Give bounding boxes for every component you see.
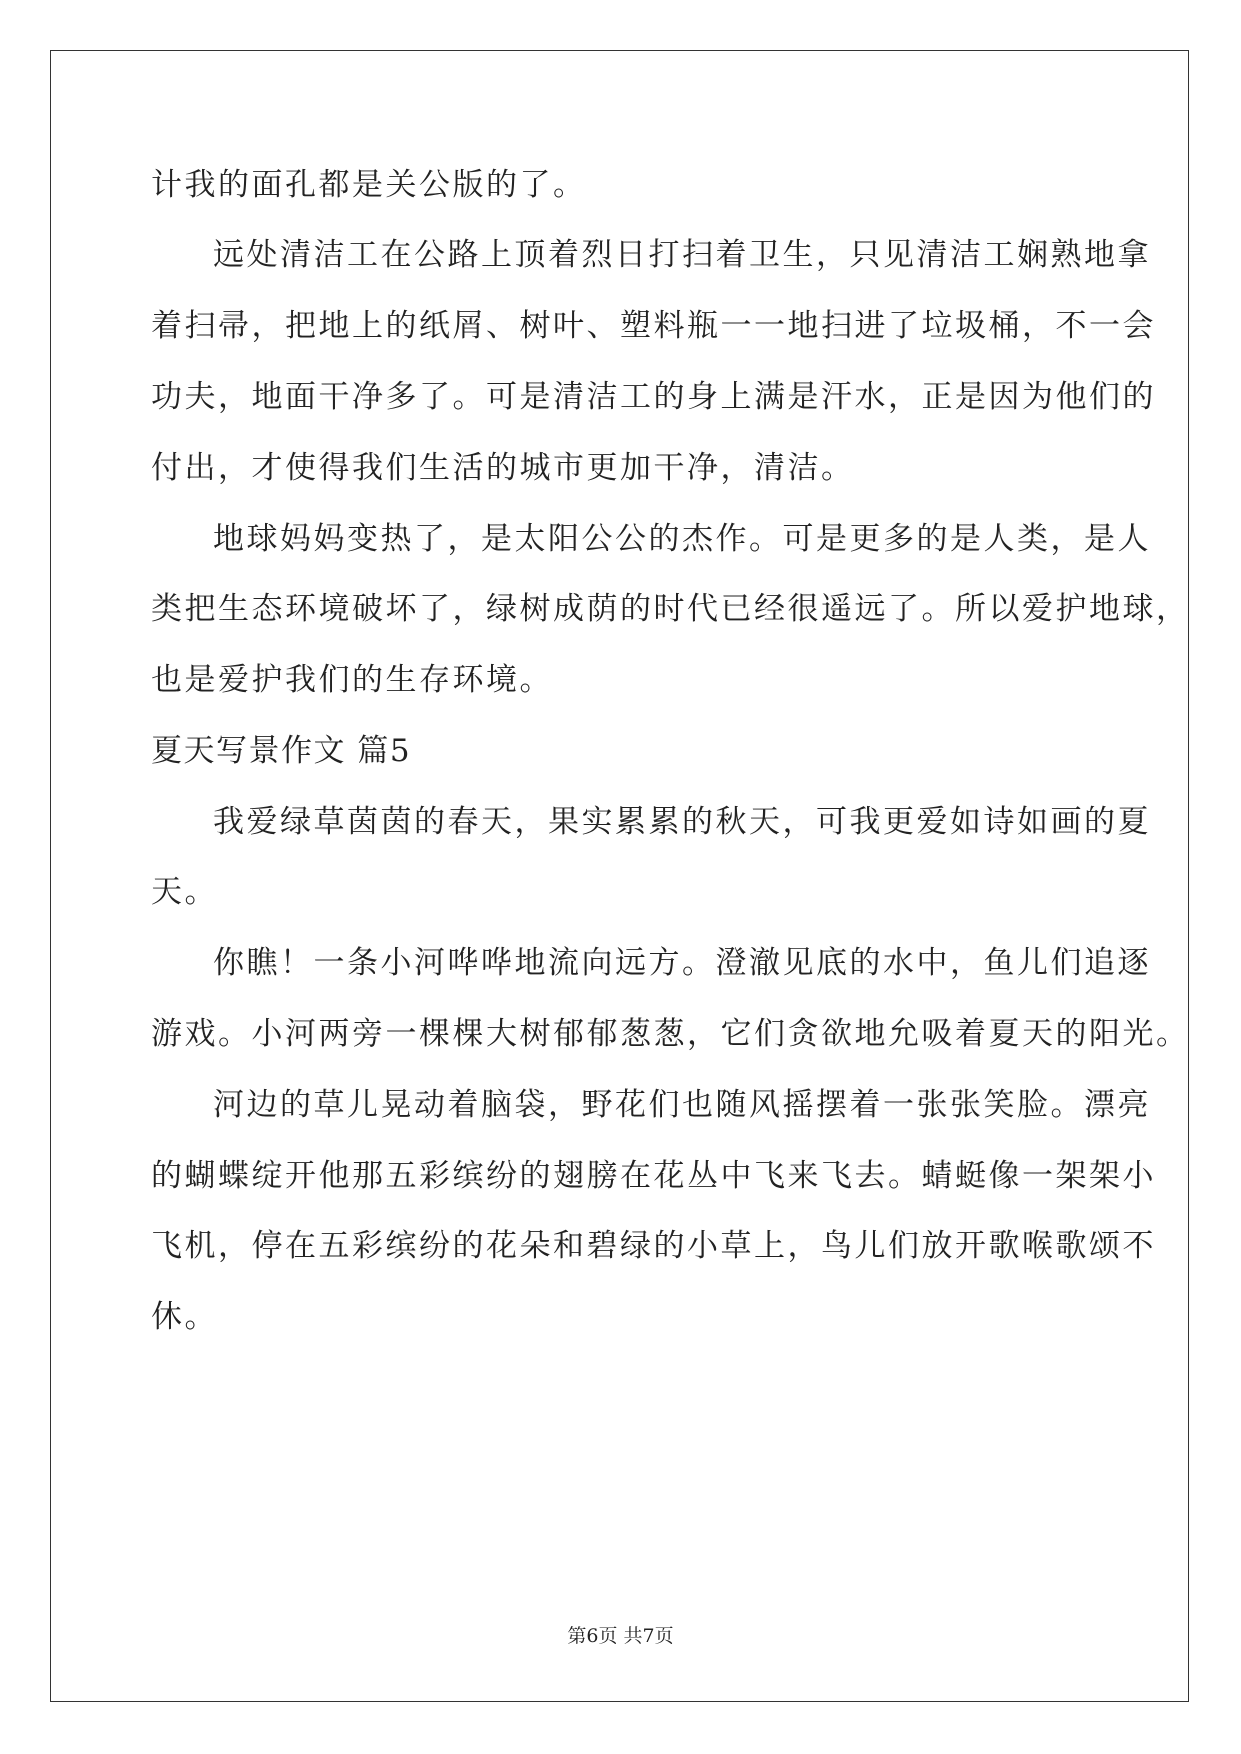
text-line: 游戏。小河两旁一棵棵大树郁郁葱葱，它们贪欲地允吸着夏天的阳光。	[151, 1016, 1190, 1052]
paragraph-first-line: 河边的草儿晃动着脑袋，野花们也随风摇摆着一张张笑脸。漂亮	[213, 1087, 1151, 1123]
text-line: 也是爱护我们的生存环境。	[151, 662, 553, 698]
text-line: 功夫，地面干净多了。可是清洁工的身上满是汗水，正是因为他们的	[151, 379, 1156, 415]
text-line: 休。	[151, 1299, 218, 1335]
text-line: 付出，才使得我们生活的城市更加干净，清洁。	[151, 450, 855, 486]
paragraph-first-line: 地球妈妈变热了，是太阳公公的杰作。可是更多的是人类，是人	[213, 521, 1151, 557]
text-line: 着扫帚，把地上的纸屑、树叶、塑料瓶一一地扫进了垃圾桶，不一会	[151, 308, 1156, 344]
text-line: 飞机，停在五彩缤纷的花朵和碧绿的小草上，鸟儿们放开歌喉歌颂不	[151, 1228, 1156, 1264]
page-number-footer: 第6页 共7页	[567, 1625, 674, 1647]
paragraph-first-line: 远处清洁工在公路上顶着烈日打扫着卫生，只见清洁工娴熟地拿	[213, 237, 1151, 273]
paragraph-first-line: 你瞧！一条小河哗哗地流向远方。澄澈见底的水中，鱼儿们追逐	[213, 945, 1151, 981]
section-heading: 夏天写景作文 篇5	[151, 733, 412, 769]
text-line: 的蝴蝶绽开他那五彩缤纷的翅膀在花丛中飞来飞去。蜻蜓像一架架小	[151, 1158, 1156, 1194]
text-line: 计我的面孔都是关公版的了。	[151, 167, 587, 203]
paragraph-first-line: 我爱绿草茵茵的春天，果实累累的秋天，可我更爱如诗如画的夏	[213, 804, 1151, 840]
page-border	[50, 50, 1189, 1702]
text-line: 天。	[151, 874, 218, 910]
text-line: 类把生态环境破坏了，绿树成荫的时代已经很遥远了。所以爱护地球，	[151, 591, 1190, 627]
